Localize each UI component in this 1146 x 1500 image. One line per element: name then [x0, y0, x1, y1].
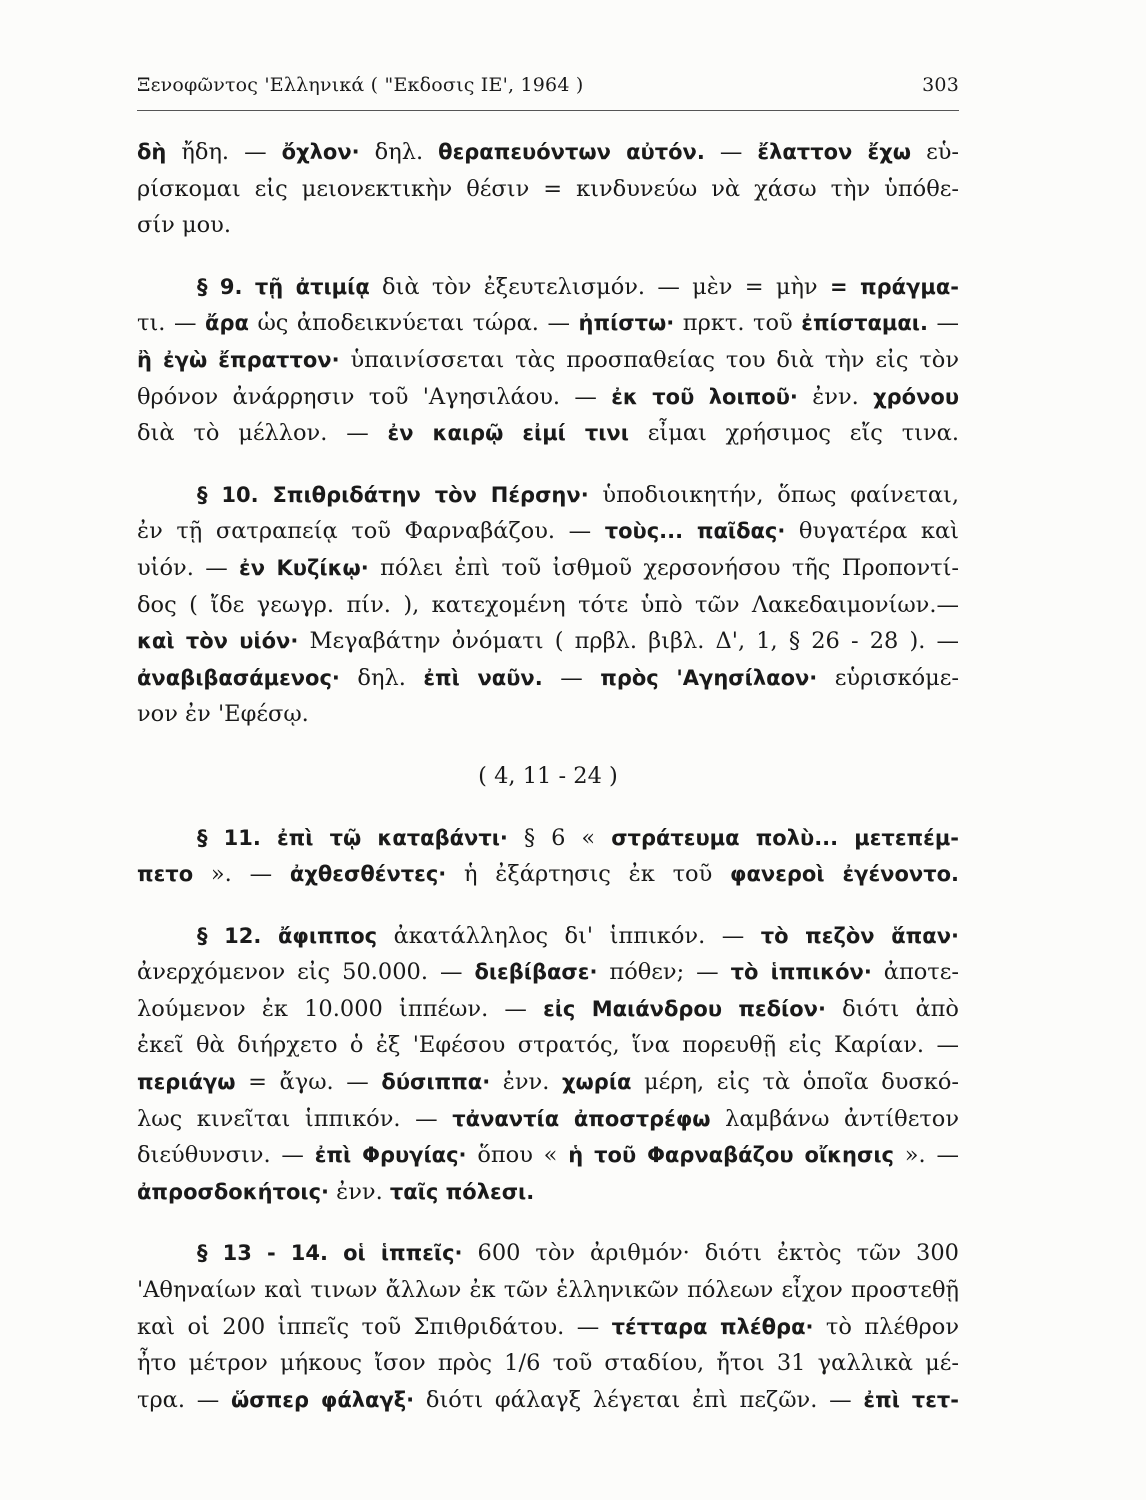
lemma: ἐπὶ τετ- [863, 1387, 959, 1412]
gloss: πρκτ. τοῦ [674, 310, 802, 337]
gloss: διεύθυνσιν. — [137, 1142, 315, 1169]
text-line [137, 918, 959, 955]
gloss: ρίσκομαι εἰς μειονεκτικὴν θέσιν = κινδυνεύω νὰ χάσω τὴν ὑπόθε- [137, 175, 959, 202]
lemma: ἔλαττον ἔχω [757, 140, 912, 164]
lemma: ἄρα [205, 311, 249, 336]
lemma: ἐν Κυζίκῳ· [239, 555, 369, 580]
commentary-body [137, 134, 959, 1418]
text-line [137, 134, 959, 171]
lemma: ἐπὶ ναῦν. [423, 665, 543, 690]
text-line [137, 477, 959, 514]
gloss: πόλει ἐπὶ τοῦ ἰσθμοῦ χερσονήσου τῆς Προποντί- [368, 554, 960, 581]
text-line [137, 1309, 959, 1346]
gloss: λαμβάνω ἀντίθετον [710, 1105, 960, 1132]
gloss: καὶ οἱ 200 ἱππεῖς τοῦ Σπιθριδάτου. — [137, 1313, 612, 1340]
gloss: τρα. — [137, 1386, 232, 1413]
lemma: καὶ τὸν υἱόν· [137, 629, 299, 654]
gloss: ἀνερχόμενον εἰς 50.000. — [137, 959, 475, 986]
text-line [137, 1137, 959, 1174]
paragraph-gap [137, 795, 959, 820]
text-line [137, 623, 959, 660]
text-line [137, 1235, 959, 1272]
running-header [137, 74, 959, 96]
gloss: ἐνν. [490, 1069, 562, 1096]
text-line [137, 587, 959, 624]
text-line [137, 856, 959, 893]
lemma: τοὺς... παῖδας· [604, 519, 786, 544]
gloss: ἐν τῇ σατραπείᾳ τοῦ Φαρναβάζου. — [137, 518, 605, 545]
gloss: ἀποτε- [871, 959, 959, 986]
gloss: ». — [193, 861, 290, 888]
text-line [137, 660, 959, 697]
text-line [137, 1027, 959, 1064]
gloss: μὲν = μὴν [692, 273, 818, 300]
gloss: Μεγαβάτην ὀνόματι ( πρβλ. βιβλ. Δ', 1, § 26 - 28 ). — [298, 628, 959, 655]
text-line [137, 342, 959, 379]
lemma: ἐπίσταμαι. [801, 311, 928, 336]
gloss: διὰ τὸ μέλλον. — [137, 420, 388, 447]
text-line [137, 1101, 959, 1138]
lemma: ἐκ τοῦ λοιποῦ· [611, 384, 798, 409]
gloss: μέρη, εἰς τὰ ὁποῖα δυσκό- [631, 1069, 960, 1096]
lemma: πετο [137, 862, 194, 887]
lemma: τέτταρα πλέθρα· [611, 1314, 814, 1339]
gloss: εἶμαι χρήσιμος εἴς τινα. [628, 420, 959, 447]
gloss: δηλ. [359, 139, 439, 165]
gloss: ὑπαινίσσεται τὰς προσπαθείας του διὰ τὴν εἰς τὸν [339, 346, 960, 373]
lemma: ἐπὶ Φρυγίας· [314, 1143, 467, 1168]
lemma: ἠπίστω· [578, 311, 675, 336]
gloss: διὰ τὸν ἐξευτελισμόν. — [369, 273, 693, 300]
lemma: στράτευμα πολὺ... μετεπέμ- [611, 825, 959, 850]
text-line [137, 305, 959, 342]
lemma: χρόνου [873, 384, 960, 409]
text-line [137, 1064, 959, 1101]
lemma: τὸ ἱππικόν· [730, 960, 872, 985]
gloss: λως κινεῖται ἱππικόν. — [137, 1105, 453, 1132]
lemma: θεραπευόντων αὐτόν. [438, 140, 705, 164]
lemma: ἡ τοῦ Φαρναβάζου οἴκησις [568, 1143, 894, 1168]
gloss: θρόνον ἀνάρρησιν τοῦ 'Αγησιλάου. — [137, 383, 612, 410]
gloss: = ἄγω. — [235, 1069, 382, 1096]
lemma: ταῖς πόλεσι. [389, 1179, 535, 1204]
lemma: δύσιππα· [381, 1070, 491, 1095]
lemma: § 10. Σπιθριδάτην τὸν Πέρσην· [197, 482, 589, 507]
text-line [137, 550, 959, 587]
lemma: § 11. ἐπὶ τῷ καταβάντι· [197, 825, 508, 850]
gloss: ἦτο μέτρον μήκους ἴσον πρὸς 1/6 τοῦ σταδίου, ἤτοι 31 γαλλικὰ μέ- [137, 1350, 959, 1377]
text-line [137, 954, 959, 991]
gloss: διότι ἀπὸ [825, 995, 959, 1022]
gloss: 'Αθηναίων καὶ τινων ἄλλων ἐκ τῶν ἑλληνικῶν πόλεων εἶχον προστεθῇ [137, 1277, 959, 1304]
gloss: — [927, 310, 960, 337]
gloss: νον ἐν 'Εφέσῳ. [137, 701, 309, 728]
gloss: ὑποδιοικητήν, ὅπως φαίνεται, [588, 481, 959, 508]
gloss: εὑ- [911, 139, 960, 165]
text-line [137, 991, 959, 1028]
text-line [137, 1272, 959, 1309]
lemma: § 13 - 14. οἱ ἱππεῖς· [197, 1241, 463, 1266]
gloss: τὸ πλέθρον [813, 1313, 959, 1340]
text-line [137, 513, 959, 550]
text-line [137, 269, 959, 306]
gloss: ( 4, 11 - 24 ) [478, 762, 618, 789]
gloss: τι. — [137, 310, 206, 337]
gloss: πόθεν; — [597, 959, 731, 986]
lemma: δὴ [137, 140, 167, 164]
gloss: ἐνν. [329, 1178, 390, 1205]
gloss: ὡς ἀποδεικνύεται τώρα. — [248, 310, 579, 337]
gloss: δηλ. [339, 664, 424, 691]
lemma: ὥσπερ φάλαγξ· [231, 1387, 415, 1412]
header-rule [137, 110, 959, 111]
gloss: σίν μου. [137, 212, 232, 239]
text-line [137, 1174, 959, 1211]
gloss: θυγατέρα καὶ [785, 518, 959, 545]
gloss: δος ( ἴδε γεωγρ. πίν. ), κατεχομένη τότε ὑπὸ τῶν Λακεδαιμονίων.— [137, 591, 959, 618]
lemma: ἐν καιρῷ εἰμί τινι [387, 421, 629, 446]
gloss: ἤδη. — [166, 139, 282, 165]
lemma: πρὸς 'Αγησίλαον· [600, 665, 818, 690]
gloss: § 6 « [507, 824, 612, 851]
lemma: χωρία [561, 1070, 632, 1095]
gloss: ἀκατάλληλος δι' ἱππικόν. — [377, 922, 761, 949]
lemma: τἀναντία ἀποστρέφω [452, 1106, 711, 1131]
lemma: ἀναβιβασάμενος· [137, 665, 340, 690]
text-line [137, 1382, 959, 1419]
paragraph-gap [137, 893, 959, 918]
gloss: διότι φάλαγξ λέγεται ἐπὶ πεζῶν. — [414, 1386, 864, 1413]
gloss: ὅπου « [466, 1142, 569, 1169]
gloss: ». — [894, 1142, 959, 1169]
paragraph-gap [137, 1210, 959, 1235]
gloss: — [704, 139, 758, 165]
page-number: 303 [922, 74, 959, 96]
lemma: διεβίβασε· [474, 960, 598, 985]
text-line [137, 415, 959, 452]
paragraph-gap [137, 452, 959, 477]
gloss: 600 τὸν ἀριθμόν· διότι ἐκτὸς τῶν 300 [462, 1240, 959, 1267]
lemma: τὸ πεζὸν ἅπαν· [760, 923, 959, 948]
lemma: = πράγμα- [817, 274, 959, 299]
lemma: περιάγω [137, 1070, 236, 1095]
gloss: υἱόν. — [137, 554, 240, 581]
gloss: λούμενον ἐκ 10.000 ἱππέων. — [137, 995, 544, 1022]
lemma: φανεροὶ ἐγένοντο. [730, 862, 959, 887]
lemma: § 9. τῇ ἀτιμίᾳ [197, 274, 370, 299]
gloss: ἐνν. [797, 383, 874, 410]
text-line [137, 820, 959, 857]
text-line [137, 696, 959, 733]
gloss: ἐκεῖ θὰ διήρχετο ὁ ἐξ 'Εφέσου στρατός, ἵνα πορευθῇ εἰς Καρίαν. — [137, 1032, 959, 1059]
paragraph-gap [137, 244, 959, 269]
lemma: ὄχλον· [281, 140, 360, 164]
text-line [137, 207, 959, 244]
chapter-range-heading [137, 758, 959, 795]
lemma: ἀχθεσθέντες· [289, 862, 447, 887]
header-title: Ξενοφῶντος 'Ελληνικά ( "Εκδοσις ΙΕ', 1964 ) [137, 74, 584, 96]
lemma: εἰς Μαιάνδρου πεδίον· [543, 996, 826, 1021]
lemma: § 12. ἄφιππος [197, 923, 378, 948]
gloss: — [542, 664, 601, 691]
lemma: ἀπροσδοκήτοις· [137, 1179, 330, 1204]
text-line [137, 1345, 959, 1382]
paragraph-gap [137, 733, 959, 758]
text-line [137, 171, 959, 208]
lemma: ἢ ἐγὼ ἔπραττον· [137, 347, 340, 372]
text-line [137, 379, 959, 416]
gloss: ἡ ἐξάρτησις ἐκ τοῦ [446, 861, 731, 888]
gloss: εὑρισκόμε- [817, 664, 960, 691]
